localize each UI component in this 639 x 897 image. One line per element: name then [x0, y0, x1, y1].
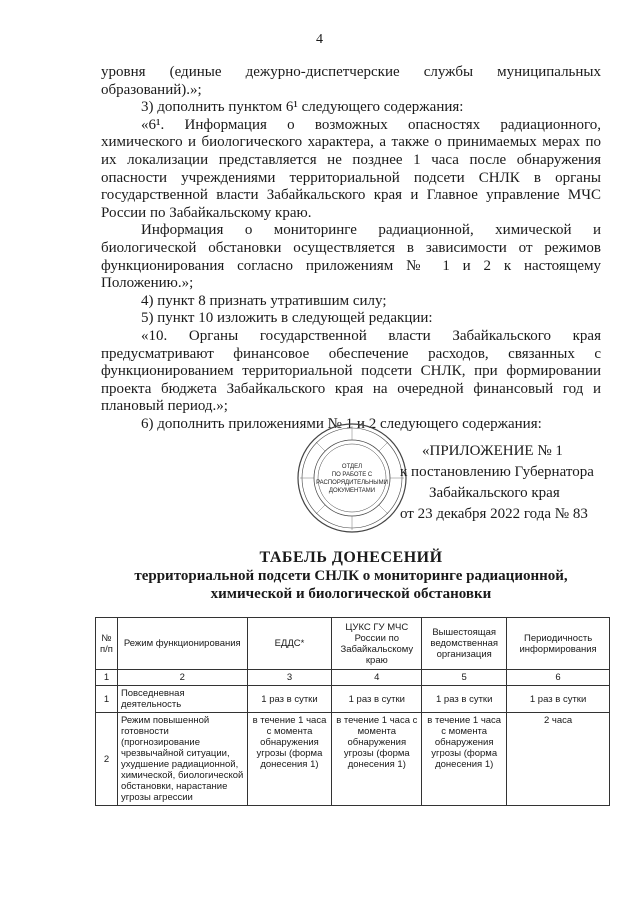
- period-cell: 2 часа: [507, 713, 610, 806]
- header-cell: № п/п: [96, 618, 118, 670]
- page-number: 4: [316, 32, 323, 47]
- appendix-ref: к постановлению Губернатора: [400, 464, 594, 480]
- paragraph: 3) дополнить пунктом 6¹ следующего содержания:: [141, 99, 464, 116]
- row-number: 2: [96, 713, 118, 806]
- stamp-text: ПО РАБОТЕ С: [331, 472, 373, 478]
- table-header-row: [96, 618, 610, 670]
- table-row: [96, 686, 610, 713]
- appendix-ref: от 23 декабря 2022 года № 83: [400, 506, 588, 522]
- report-table: [95, 617, 610, 806]
- header-cell: ЕДДС*: [247, 618, 332, 670]
- column-number: 2: [117, 670, 247, 686]
- paragraph: 5) пункт 10 изложить в следующей редакции:: [141, 310, 433, 327]
- paragraph: Информация о мониторинге радиационной, химической и биологической обстановки осуществляется в зависимости от режимов функционирования согласно приложениям № 1 и 2 к настоящему Положению.»;: [101, 222, 601, 292]
- table-title-main: ТАБЕЛЬ ДОНЕСЕНИЙ: [259, 549, 443, 566]
- table-row: [96, 713, 610, 806]
- header-cell: Периодичность информирования: [507, 618, 610, 670]
- column-number-row: [96, 670, 610, 686]
- higher-org-cell: 1 раз в сутки: [422, 686, 507, 713]
- header-cell: Вышестоящая ведомственная организация: [422, 618, 507, 670]
- stamp-text: ОТДЕЛ: [341, 464, 363, 470]
- column-number: 1: [96, 670, 118, 686]
- paragraph: 4) пункт 8 признать утратившим силу;: [141, 292, 387, 309]
- paragraph: «6¹. Информация о возможных опасностях радиационного, химического и биологического характера, а также о принимаемых мерах по их локализации представляется не позднее 1 часа после обнаружения опасности учреждениями территориальной подсети СНЛК в органы государственной власти Забайкальского края и Главное управление МЧС России по Забайкальскому краю.: [101, 116, 601, 221]
- column-number: 3: [247, 670, 332, 686]
- table-title-sub: химической и биологической обстановки: [210, 586, 492, 602]
- edds-cell: в течение 1 часа с момента обнаружения угрозы (форма донесения 1): [247, 713, 332, 806]
- appendix-title: «ПРИЛОЖЕНИЕ № 1: [422, 443, 563, 459]
- paragraph: уровня (единые дежурно-диспетчерские службы муниципальных образований).»;: [101, 64, 601, 98]
- header-cell: ЦУКС ГУ МЧС России по Забайкальскому краю: [332, 618, 422, 670]
- appendix-header: [400, 441, 610, 525]
- cuks-cell: в течение 1 часа с момента обнаружения угрозы (форма донесения 1): [332, 713, 422, 806]
- paragraph: «10. Органы государственной власти Забайкальского края предусматривают финансовое обеспечение расходов, связанных с функционированием территориальной подсети СНЛК, при формировании проекта бюджета Забайкальского края на очередной финансовый год и плановый период.»;: [101, 327, 601, 415]
- table-title: [101, 549, 601, 603]
- document-body: [101, 64, 601, 433]
- header-cell: Режим функционирования: [117, 618, 247, 670]
- table-title-sub: территориальной подсети СНЛК о мониторинге радиационной,: [134, 568, 568, 584]
- row-number: 1: [96, 686, 118, 713]
- higher-org-cell: в течение 1 часа с момента обнаружения угрозы (форма донесения 1): [422, 713, 507, 806]
- edds-cell: 1 раз в сутки: [247, 686, 332, 713]
- column-number: 6: [507, 670, 610, 686]
- column-number: 5: [422, 670, 507, 686]
- period-cell: 1 раз в сутки: [507, 686, 610, 713]
- mode-cell: Повседневная деятельность: [117, 686, 247, 713]
- stamp-text: ДОКУМЕНТАМИ: [328, 488, 376, 494]
- column-number: 4: [332, 670, 422, 686]
- stamp-text: РАСПОРЯДИТЕЛЬНЫМИ: [316, 480, 388, 486]
- cuks-cell: 1 раз в сутки: [332, 686, 422, 713]
- official-stamp: [296, 422, 408, 534]
- mode-cell: Режим повышенной готовности (прогнозирование чрезвычайной ситуации, ухудшение радиационной, химической, биологической обстановки, нарастание угрозы агрессии: [117, 713, 247, 806]
- appendix-ref: Забайкальского края: [429, 485, 560, 501]
- paragraph: 6) дополнить приложениями № 1 и 2 следующего содержания:: [141, 415, 542, 432]
